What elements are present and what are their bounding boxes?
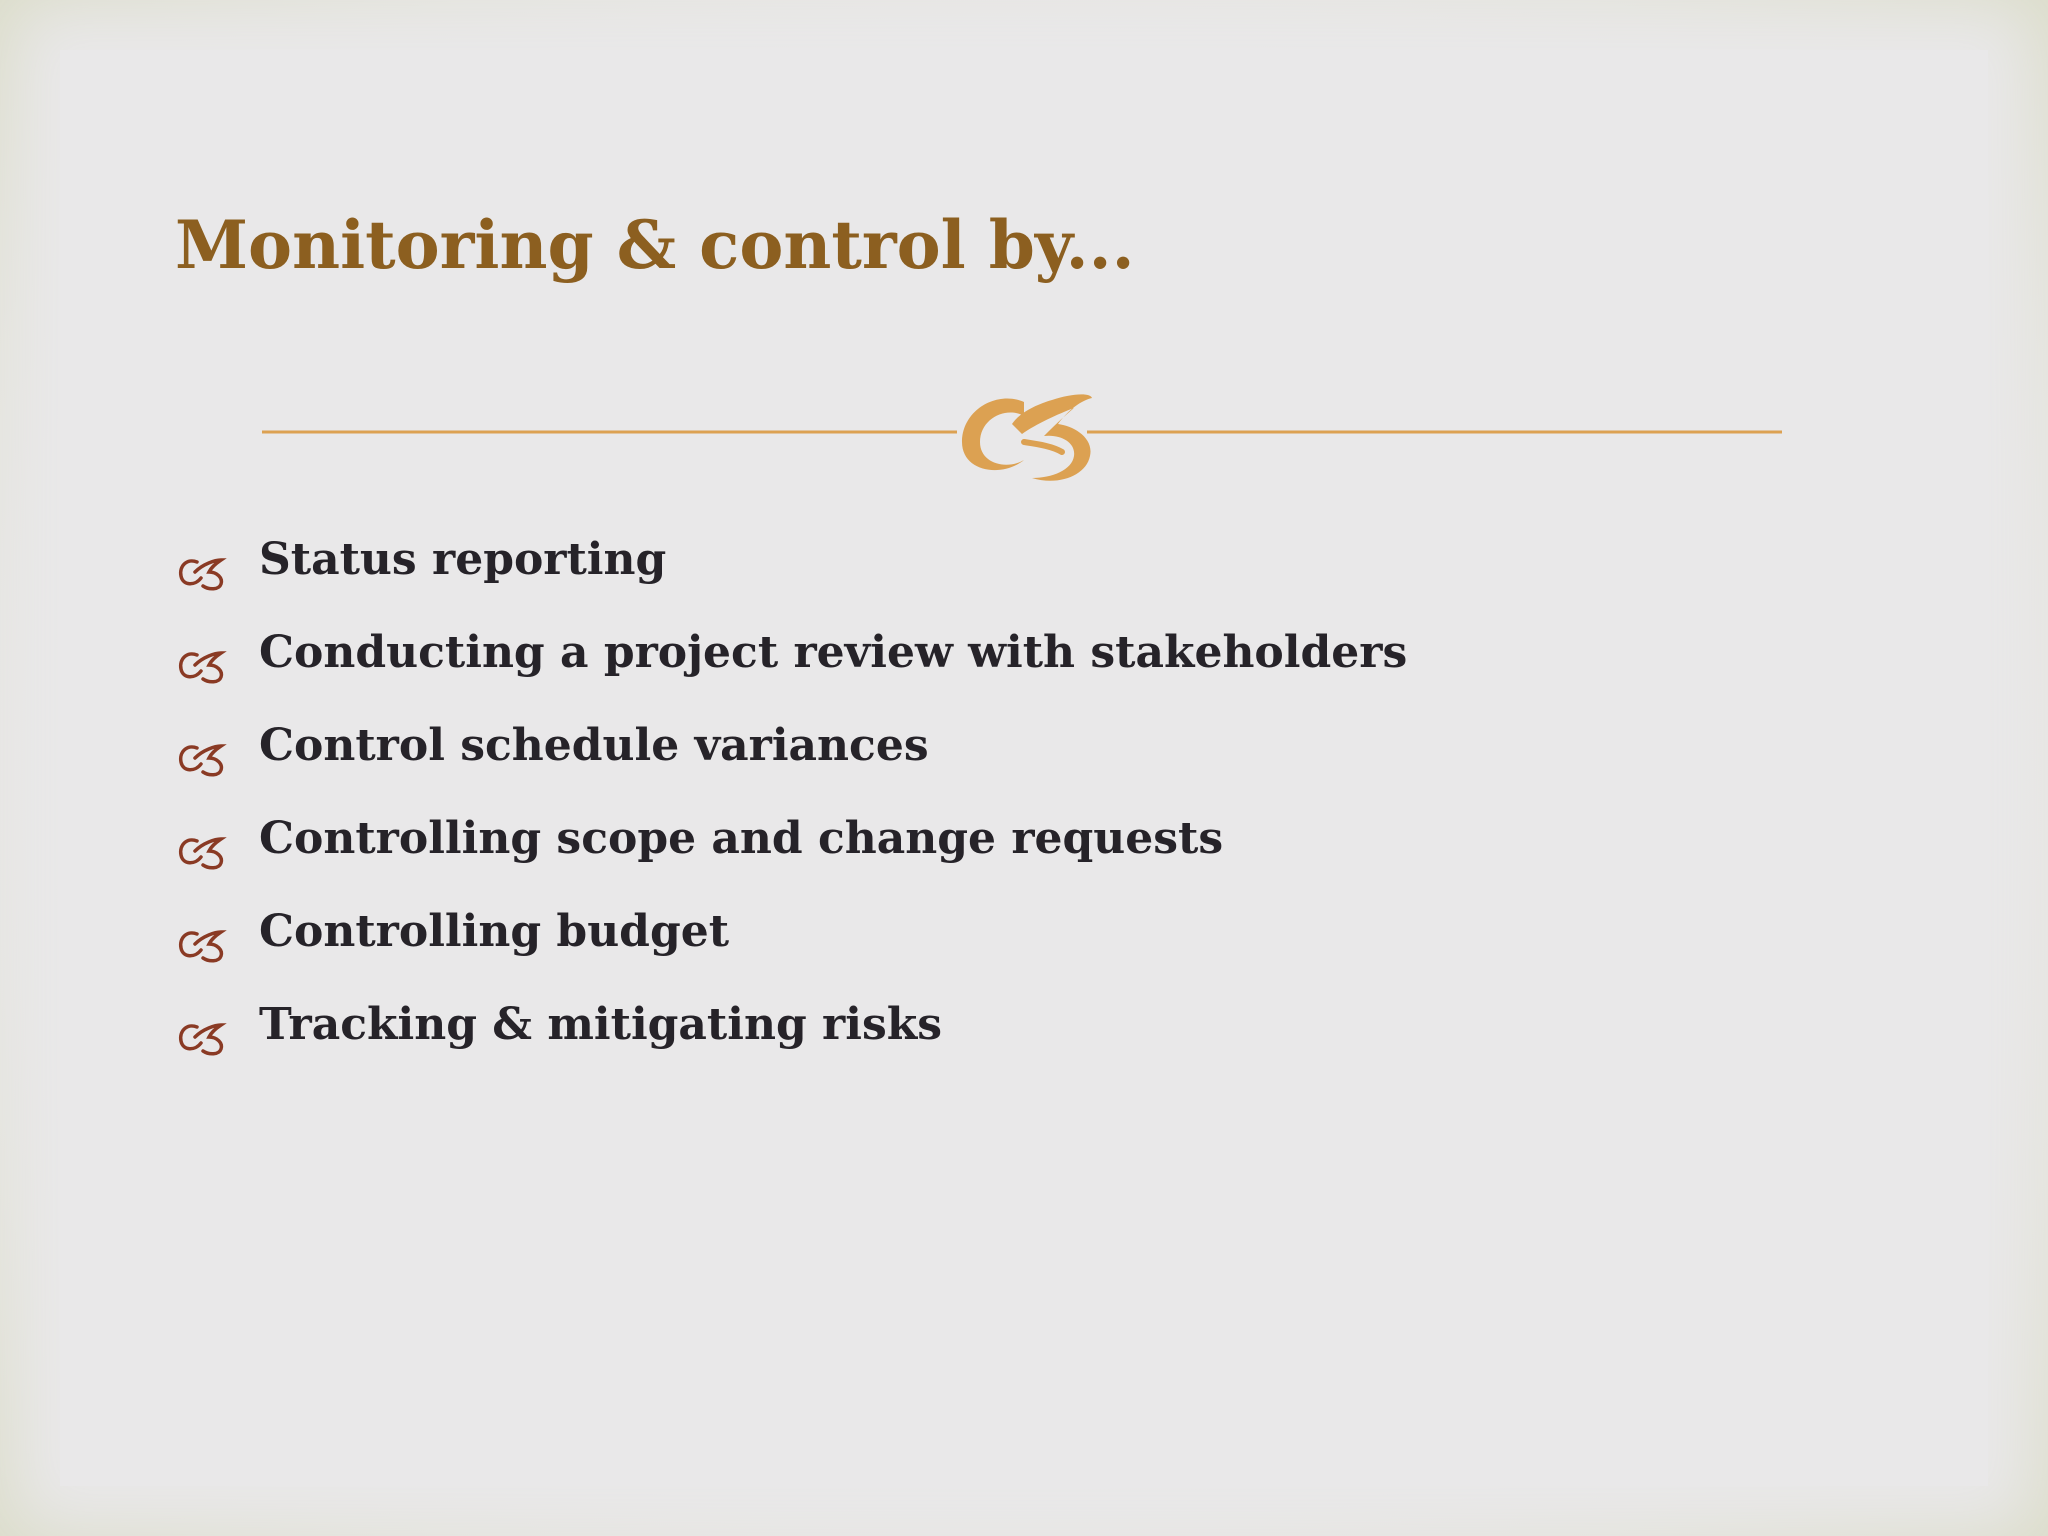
bullet-text: Conducting a project review with stakeholders xyxy=(259,627,1408,678)
list-item xyxy=(175,995,1407,1088)
list-item xyxy=(175,809,1407,902)
flourish-bullet-icon xyxy=(175,542,259,602)
bullet-text: Tracking & mitigating risks xyxy=(259,999,942,1050)
flourish-bullet-icon xyxy=(175,914,259,974)
list-item xyxy=(175,623,1407,716)
bullet-text: Control schedule variances xyxy=(259,720,929,771)
bullet-list xyxy=(175,530,1407,1088)
list-item xyxy=(175,902,1407,995)
list-item xyxy=(175,716,1407,809)
bullet-text: Controlling budget xyxy=(259,906,730,957)
bullet-text: Status reporting xyxy=(259,534,667,585)
flourish-bullet-icon xyxy=(175,635,259,695)
flourish-bullet-icon xyxy=(175,1007,259,1067)
title-divider xyxy=(262,380,1782,490)
bullet-text: Controlling scope and change requests xyxy=(259,813,1224,864)
flourish-bullet-icon xyxy=(175,821,259,881)
list-item xyxy=(175,530,1407,623)
flourish-bullet-icon xyxy=(175,728,259,788)
slide-title: Monitoring & control by... xyxy=(175,206,1135,284)
flourish-ornament-icon xyxy=(962,394,1092,480)
